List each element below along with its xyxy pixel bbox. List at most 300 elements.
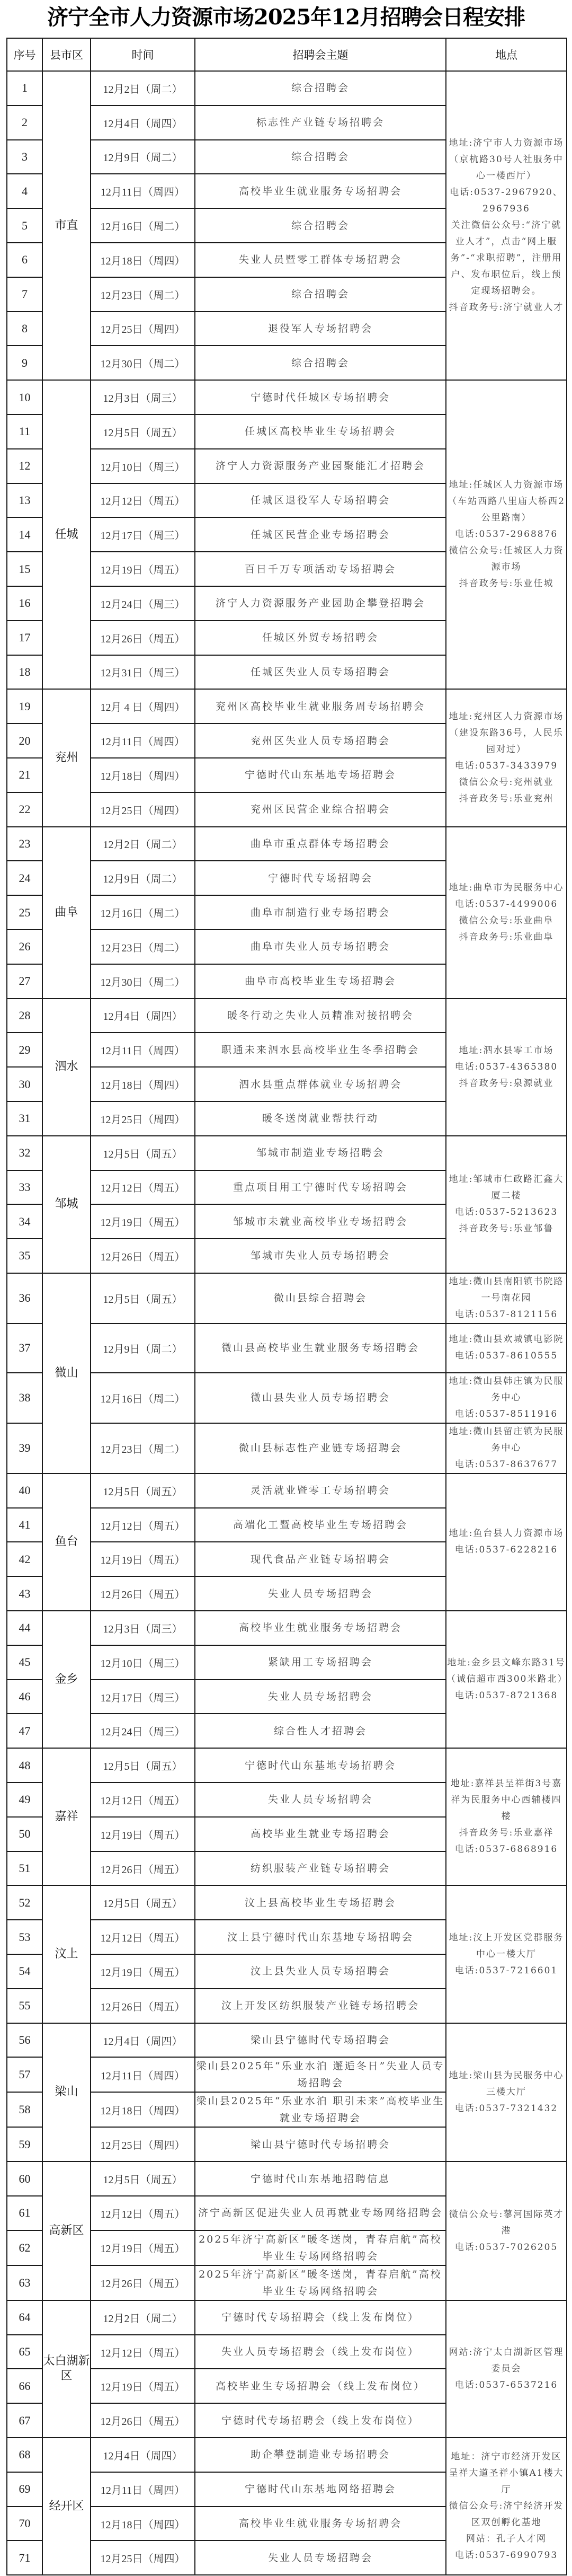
theme-cell: 汶上县失业人员专场招聘会 xyxy=(195,1954,446,1989)
date-cell: 12月18日（周四） xyxy=(91,243,195,277)
row-number: 33 xyxy=(7,1170,42,1205)
theme-cell: 综合招聘会 xyxy=(195,277,446,312)
row-number: 53 xyxy=(7,1920,42,1954)
row-number: 57 xyxy=(7,2057,42,2092)
row-number: 64 xyxy=(7,2300,42,2335)
theme-cell: 济宁高新区促进失业人员再就业专场网络招聘会 xyxy=(195,2196,446,2230)
date-cell: 12月11日（周四） xyxy=(91,724,195,758)
location-line: 抖音政务号:乐业兖州 xyxy=(459,793,554,804)
date-cell: 12月 4 日（周四） xyxy=(91,689,195,724)
table-row xyxy=(7,2300,567,2335)
date-cell: 12月4日（周四） xyxy=(91,2438,195,2472)
location-cell xyxy=(446,1611,567,1748)
row-number: 24 xyxy=(7,861,42,895)
row-number: 69 xyxy=(7,2472,42,2507)
location-line: 抖音政务号:乐业邹鲁 xyxy=(459,1223,554,1234)
theme-cell: 高校毕业生就业服务专场招聘会 xyxy=(195,2507,446,2541)
date-cell: 12月18日（周四） xyxy=(91,1067,195,1101)
table-row xyxy=(7,1474,567,1508)
date-cell: 12月18日（周四） xyxy=(91,2092,195,2127)
theme-cell: 兖州区高校毕业生就业服务周专场招聘会 xyxy=(195,689,446,724)
header-district: 县市区 xyxy=(42,38,91,71)
location-line: 电话:0537-8637677 xyxy=(454,1459,558,1470)
location-line: 地址:微山县欢城镇电影院 xyxy=(449,1334,564,1345)
district-cell: 经开区 xyxy=(42,2438,91,2575)
theme-cell: 任城区高校毕业生专场招聘会 xyxy=(195,414,446,449)
theme-cell: 重点项目用工宁德时代专场招聘会 xyxy=(195,1170,446,1205)
row-number: 19 xyxy=(7,689,42,724)
date-cell: 12月19日（周五） xyxy=(91,2369,195,2403)
location-cell xyxy=(446,999,567,1136)
theme-cell: 失业人员专场招聘会（线上发布岗位） xyxy=(195,2335,446,2369)
row-number: 66 xyxy=(7,2369,42,2403)
row-number: 22 xyxy=(7,792,42,827)
row-number: 48 xyxy=(7,1748,42,1783)
location-line: 电话:0537-7216601 xyxy=(454,1965,558,1976)
table-row xyxy=(7,2162,567,2196)
table-row xyxy=(7,1748,567,1783)
row-number: 41 xyxy=(7,1508,42,1542)
date-cell: 12月26日（周五） xyxy=(91,1851,195,1886)
location-line: 地址:任城区人力资源市场（车站西路八里庙大桥西2公里路南） xyxy=(448,480,565,524)
date-cell: 12月18日（周四） xyxy=(91,2507,195,2541)
row-number: 40 xyxy=(7,1474,42,1508)
location-cell xyxy=(446,71,567,380)
theme-cell: 综合招聘会 xyxy=(195,346,446,380)
theme-cell: 曲阜市制造行业专场招聘会 xyxy=(195,895,446,930)
location-line: 地址:济宁市人力资源市场（京杭路30号人社服务中心一楼西厅） xyxy=(449,138,564,182)
theme-cell: 失业人员专场招聘会 xyxy=(195,1680,446,1714)
date-cell: 12月16日（周二） xyxy=(91,1373,195,1423)
header-location: 地点 xyxy=(446,38,567,71)
location-line: 地址:兖州区人力资源市场（建设东路36号，人民乐园对过） xyxy=(449,711,564,755)
location-cell xyxy=(446,1885,567,2023)
theme-cell: 曲阜市重点群体专场招聘会 xyxy=(195,827,446,861)
district-cell: 鱼台 xyxy=(42,1474,91,1611)
date-cell: 12月4日（周四） xyxy=(91,105,195,140)
theme-cell: 梁山县2025年“乐业水泊 职引未来”高校毕业生就业专场招聘会 xyxy=(195,2092,446,2127)
location-cell xyxy=(446,2300,567,2438)
theme-cell: 综合性人才招聘会 xyxy=(195,1714,446,1748)
theme-cell: 暖冬送岗就业帮扶行动 xyxy=(195,1101,446,1136)
date-cell: 12月18日（周四） xyxy=(91,758,195,792)
location-line: 地址:鱼台县人力资源市场 xyxy=(449,1528,564,1539)
district-cell: 汶上 xyxy=(42,1885,91,2023)
table-header-row xyxy=(7,38,567,71)
theme-cell: 宁德时代专场招聘会 xyxy=(195,861,446,895)
location-cell xyxy=(446,1136,567,1273)
location-cell xyxy=(446,689,567,826)
table-row xyxy=(7,999,567,1033)
location-line: 电话:0537-8511916 xyxy=(454,1408,558,1419)
row-number: 62 xyxy=(7,2230,42,2265)
row-number: 18 xyxy=(7,655,42,690)
row-number: 6 xyxy=(7,243,42,277)
date-cell: 12月11日（周四） xyxy=(91,1033,195,1067)
row-number: 14 xyxy=(7,517,42,552)
theme-cell: 职通未来泗水县高校毕业生冬季招聘会 xyxy=(195,1033,446,1067)
schedule-body xyxy=(7,71,567,2575)
date-cell: 12月17日（周三） xyxy=(91,1680,195,1714)
row-number: 60 xyxy=(7,2162,42,2196)
row-number: 15 xyxy=(7,552,42,586)
date-cell: 12月12日（周五） xyxy=(91,1783,195,1817)
location-cell xyxy=(446,380,567,689)
date-cell: 12月5日（周五） xyxy=(91,2162,195,2196)
location-line: 地址:微山县留庄镇为民服务中心 xyxy=(449,1426,564,1453)
row-number: 38 xyxy=(7,1373,42,1423)
location-line: 电话:0537-8610555 xyxy=(454,1351,558,1362)
row-number: 20 xyxy=(7,724,42,758)
row-number: 4 xyxy=(7,174,42,208)
date-cell: 12月25日（周四） xyxy=(91,2540,195,2575)
row-number: 58 xyxy=(7,2092,42,2127)
location-line: 地址:嘉祥县呈祥街3号嘉祥为民服务中心西辅楼四楼 xyxy=(450,1778,562,1822)
row-number: 36 xyxy=(7,1273,42,1324)
theme-cell: 综合招聘会 xyxy=(195,140,446,174)
date-cell: 12月25日（周四） xyxy=(91,2127,195,2162)
row-number: 52 xyxy=(7,1885,42,1920)
row-number: 11 xyxy=(7,414,42,449)
location-cell xyxy=(446,1423,567,1474)
theme-cell: 微山县失业人员专场招聘会 xyxy=(195,1373,446,1423)
location-line: 电话:0537-6868916 xyxy=(454,1844,558,1855)
location-line: 微信公众号:任城区人力资源市场 xyxy=(449,545,564,573)
date-cell: 12月9日（周二） xyxy=(91,140,195,174)
row-number: 68 xyxy=(7,2438,42,2472)
location-line: 地址:汶上开发区党群服务中心一楼大厅 xyxy=(449,1932,564,1960)
date-cell: 12月26日（周五） xyxy=(91,2403,195,2438)
theme-cell: 现代食品产业链专场招聘会 xyxy=(195,1542,446,1576)
theme-cell: 泗水县重点群体就业专场招聘会 xyxy=(195,1067,446,1101)
district-cell: 任城 xyxy=(42,380,91,689)
table-row xyxy=(7,1273,567,1324)
location-line: 电话:0537-8121156 xyxy=(454,1309,558,1320)
location-cell xyxy=(446,2023,567,2162)
schedule-table xyxy=(6,38,567,2575)
row-number: 46 xyxy=(7,1680,42,1714)
theme-cell: 微山县标志性产业链专场招聘会 xyxy=(195,1423,446,1474)
row-number: 17 xyxy=(7,621,42,655)
location-cell xyxy=(446,1324,567,1373)
date-cell: 12月30日（周二） xyxy=(91,964,195,999)
location-cell xyxy=(446,2162,567,2300)
row-number: 32 xyxy=(7,1136,42,1170)
row-number: 1 xyxy=(7,71,42,105)
theme-cell: 邹城市未就业高校毕业专场招聘会 xyxy=(195,1204,446,1239)
row-number: 5 xyxy=(7,208,42,243)
location-line: 网站：孔子人才网 xyxy=(466,2534,547,2545)
location-line: 关注微信公众号:“济宁就业人才”，点击“网上服务”-“求职招聘”，注册用户、发布职位后，线上预定现场招聘会。 xyxy=(450,220,562,297)
date-cell: 12月19日（周五） xyxy=(91,1204,195,1239)
location-line: 电话:0537-6228216 xyxy=(454,1545,558,1556)
location-line: 地址:金乡县文峰东路31号（诚信超市西300米路北） xyxy=(446,1657,568,1685)
table-row xyxy=(7,1136,567,1170)
table-row xyxy=(7,1423,567,1474)
theme-cell: 2025年济宁高新区“暖冬送岗，青春启航”高校毕业生专场网络招聘会 xyxy=(195,2230,446,2265)
date-cell: 12月23日（周二） xyxy=(91,930,195,964)
theme-cell: 高校毕业生就业服务专场招聘会 xyxy=(195,1611,446,1645)
table-row xyxy=(7,2023,567,2058)
date-cell: 12月16日（周二） xyxy=(91,208,195,243)
location-line: 电话:0537-6990793 xyxy=(454,2550,558,2561)
date-cell: 12月2日（周二） xyxy=(91,827,195,861)
theme-cell: 兖州区失业人员专场招聘会 xyxy=(195,724,446,758)
district-cell: 高新区 xyxy=(42,2162,91,2300)
theme-cell: 暖冬行动之失业人员精准对接招聘会 xyxy=(195,999,446,1033)
row-number: 63 xyxy=(7,2265,42,2300)
row-number: 43 xyxy=(7,1576,42,1611)
theme-cell: 兖州区民营企业综合招聘会 xyxy=(195,792,446,827)
row-number: 2 xyxy=(7,105,42,140)
location-line: 抖音政务号:乐业曲阜 xyxy=(459,931,554,942)
date-cell: 12月4日（周四） xyxy=(91,999,195,1033)
district-cell: 曲阜 xyxy=(42,827,91,999)
table-row xyxy=(7,71,567,105)
row-number: 47 xyxy=(7,1714,42,1748)
theme-cell: 2025年济宁高新区“暖冬送岗，青春启航”高校毕业生专场网络招聘会 xyxy=(195,2265,446,2300)
location-line: 地址:曲阜市为民服务中心 xyxy=(449,882,564,893)
date-cell: 12月5日（周五） xyxy=(91,1474,195,1508)
row-number: 37 xyxy=(7,1324,42,1373)
date-cell: 12月12日（周五） xyxy=(91,2196,195,2230)
date-cell: 12月19日（周五） xyxy=(91,1817,195,1851)
table-row xyxy=(7,689,567,724)
date-cell: 12月11日（周四） xyxy=(91,174,195,208)
location-line: 电话:0537-5213623 xyxy=(454,1207,558,1218)
row-number: 71 xyxy=(7,2540,42,2575)
row-number: 67 xyxy=(7,2403,42,2438)
location-line: 电话:0537-6537216 xyxy=(454,2379,558,2390)
location-line: 电话:0537-2968876 xyxy=(454,529,558,540)
theme-cell: 失业人员专场招聘会 xyxy=(195,2540,446,2575)
district-cell: 梁山 xyxy=(42,2023,91,2162)
location-line: 电话:0537-2967920、2967936 xyxy=(450,187,563,215)
theme-cell: 失业人员暨零工群体专场招聘会 xyxy=(195,243,446,277)
theme-cell: 宁德时代山东基地专场招聘会 xyxy=(195,1748,446,1783)
date-cell: 12月12日（周五） xyxy=(91,1920,195,1954)
date-cell: 12月16日（周二） xyxy=(91,895,195,930)
theme-cell: 汶上县高校毕业生专场招聘会 xyxy=(195,1885,446,1920)
row-number: 3 xyxy=(7,140,42,174)
row-number: 70 xyxy=(7,2507,42,2541)
date-cell: 12月9日（周二） xyxy=(91,861,195,895)
row-number: 56 xyxy=(7,2023,42,2058)
district-cell: 金乡 xyxy=(42,1611,91,1748)
date-cell: 12月26日（周五） xyxy=(91,1989,195,2023)
table-row xyxy=(7,380,567,414)
theme-cell: 综合招聘会 xyxy=(195,208,446,243)
table-row xyxy=(7,2438,567,2472)
location-line: 地址:泗水县零工市场 xyxy=(459,1045,554,1056)
date-cell: 12月12日（周五） xyxy=(91,2335,195,2369)
date-cell: 12月30日（周二） xyxy=(91,346,195,380)
location-line: 抖音政务号:济宁就业人才 xyxy=(449,302,564,313)
row-number: 35 xyxy=(7,1239,42,1273)
location-line: 抖音政务号:乐业嘉祥 xyxy=(459,1828,554,1839)
row-number: 23 xyxy=(7,827,42,861)
location-cell xyxy=(446,2438,567,2575)
date-cell: 12月5日（周五） xyxy=(91,414,195,449)
row-number: 26 xyxy=(7,930,42,964)
theme-cell: 宁德时代专场招聘会（线上发布岗位） xyxy=(195,2300,446,2335)
row-number: 31 xyxy=(7,1101,42,1136)
theme-cell: 助企攀登制造业专场招聘会 xyxy=(195,2438,446,2472)
date-cell: 12月5日（周五） xyxy=(91,1136,195,1170)
row-number: 25 xyxy=(7,895,42,930)
date-cell: 12月25日（周四） xyxy=(91,1101,195,1136)
theme-cell: 宁德时代专场招聘会（线上发布岗位） xyxy=(195,2403,446,2438)
theme-cell: 微山县综合招聘会 xyxy=(195,1273,446,1324)
date-cell: 12月2日（周二） xyxy=(91,71,195,105)
table-row xyxy=(7,1611,567,1645)
theme-cell: 济宁人力资源服务产业园聚能汇才招聘会 xyxy=(195,449,446,483)
location-line: 地址:微山县韩庄镇为民服务中心 xyxy=(449,1375,564,1403)
table-row xyxy=(7,1373,567,1423)
row-number: 55 xyxy=(7,1989,42,2023)
theme-cell: 宁德时代山东基地招聘信息 xyxy=(195,2162,446,2196)
header-theme: 招聘会主题 xyxy=(195,38,446,71)
row-number: 45 xyxy=(7,1645,42,1680)
date-cell: 12月19日（周五） xyxy=(91,2230,195,2265)
date-cell: 12月23日（周二） xyxy=(91,277,195,312)
location-line: 电话:0537-8721368 xyxy=(454,1690,558,1701)
location-line: 电话:0537-7026205 xyxy=(454,2242,558,2253)
location-line: 地址:梁山县为民服务中心三楼大厅 xyxy=(449,2070,564,2097)
page-title: 济宁全市人力资源市场2025年12月招聘会日程安排 xyxy=(47,5,525,30)
date-cell: 12月5日（周五） xyxy=(91,1273,195,1324)
date-cell: 12月25日（周四） xyxy=(91,312,195,346)
row-number: 16 xyxy=(7,586,42,621)
theme-cell: 高端化工暨高校毕业生专场招聘会 xyxy=(195,1508,446,1542)
row-number: 27 xyxy=(7,964,42,999)
location-line: 电话:0537-7321432 xyxy=(454,2103,558,2114)
row-number: 59 xyxy=(7,2127,42,2162)
district-cell: 市直 xyxy=(42,71,91,380)
date-cell: 12月12日（周五） xyxy=(91,483,195,518)
location-line: 电话:0537-3433979 xyxy=(454,760,558,771)
district-cell: 微山 xyxy=(42,1273,91,1474)
row-number: 61 xyxy=(7,2196,42,2230)
date-cell: 12月19日（周五） xyxy=(91,552,195,586)
theme-cell: 任城区外贸专场招聘会 xyxy=(195,621,446,655)
location-line: 微信公众号:济宁经济开发区双创孵化基地 xyxy=(449,2501,564,2528)
location-line: 微信公众号:兖州就业 xyxy=(459,777,554,788)
date-cell: 12月10日（周三） xyxy=(91,449,195,483)
date-cell: 12月11日（周四） xyxy=(91,2057,195,2092)
theme-cell: 汶上开发区纺织服装产业链专场招聘会 xyxy=(195,1989,446,2023)
district-cell: 泗水 xyxy=(42,999,91,1136)
district-cell: 太白湖新区 xyxy=(42,2300,91,2438)
row-number: 50 xyxy=(7,1817,42,1851)
date-cell: 12月3日（周三） xyxy=(91,380,195,414)
header-time: 时间 xyxy=(91,38,195,71)
theme-cell: 失业人员专场招聘会 xyxy=(195,1783,446,1817)
theme-cell: 曲阜市失业人员专场招聘会 xyxy=(195,930,446,964)
date-cell: 12月2日（周二） xyxy=(91,2300,195,2335)
row-number: 65 xyxy=(7,2335,42,2369)
date-cell: 12月5日（周五） xyxy=(91,1885,195,1920)
theme-cell: 邹城市制造业专场招聘会 xyxy=(195,1136,446,1170)
date-cell: 12月10日（周三） xyxy=(91,1645,195,1680)
theme-cell: 宁德时代任城区专场招聘会 xyxy=(195,380,446,414)
theme-cell: 高校毕业生专场招聘会（线上发布岗位） xyxy=(195,2369,446,2403)
location-cell xyxy=(446,1373,567,1423)
row-number: 21 xyxy=(7,758,42,792)
date-cell: 12月24日（周三） xyxy=(91,1714,195,1748)
theme-cell: 紧缺用工专场招聘会 xyxy=(195,1645,446,1680)
location-cell xyxy=(446,1273,567,1324)
row-number: 29 xyxy=(7,1033,42,1067)
location-line: 地址:微山县南阳镇书院路一号南花园 xyxy=(449,1276,564,1303)
row-number: 42 xyxy=(7,1542,42,1576)
theme-cell: 曲阜市高校毕业生专场招聘会 xyxy=(195,964,446,999)
location-cell xyxy=(446,827,567,999)
location-cell xyxy=(446,1474,567,1611)
location-line: 网站:济宁太白湖新区管理委员会 xyxy=(449,2346,564,2374)
theme-cell: 任城区民营企业专场招聘会 xyxy=(195,517,446,552)
date-cell: 12月31日（周三） xyxy=(91,655,195,690)
theme-cell: 纺织服装产业链专场招聘会 xyxy=(195,1851,446,1886)
theme-cell: 梁山县宁德时代专场招聘会 xyxy=(195,2127,446,2162)
theme-cell: 梁山县宁德时代专场招聘会 xyxy=(195,2023,446,2058)
date-cell: 12月25日（周四） xyxy=(91,792,195,827)
row-number: 13 xyxy=(7,483,42,518)
date-cell: 12月12日（周五） xyxy=(91,1170,195,1205)
row-number: 44 xyxy=(7,1611,42,1645)
theme-cell: 微山县高校毕业生就业服务专场招聘会 xyxy=(195,1324,446,1373)
theme-cell: 任城区退役军人专场招聘会 xyxy=(195,483,446,518)
date-cell: 12月17日（周三） xyxy=(91,517,195,552)
row-number: 9 xyxy=(7,346,42,380)
date-cell: 12月11日（周四） xyxy=(91,2472,195,2507)
theme-cell: 汶上县宁德时代山东基地专场招聘会 xyxy=(195,1920,446,1954)
theme-cell: 标志性产业链专场招聘会 xyxy=(195,105,446,140)
theme-cell: 高校毕业生就业专场招聘会 xyxy=(195,1817,446,1851)
row-number: 34 xyxy=(7,1204,42,1239)
theme-cell: 宁德时代山东基地专场招聘会 xyxy=(195,758,446,792)
row-number: 51 xyxy=(7,1851,42,1886)
location-line: 电话:0537-4499006 xyxy=(454,898,558,910)
header-no: 序号 xyxy=(7,38,42,71)
date-cell: 12月19日（周五） xyxy=(91,1954,195,1989)
date-cell: 12月26日（周五） xyxy=(91,621,195,655)
date-cell: 12月26日（周五） xyxy=(91,1239,195,1273)
theme-cell: 综合招聘会 xyxy=(195,71,446,105)
location-line: 地址：济宁市经济开发区呈祥大道圣祥小镇A1楼大厅 xyxy=(449,2451,564,2495)
date-cell: 12月26日（周五） xyxy=(91,1576,195,1611)
row-number: 12 xyxy=(7,449,42,483)
row-number: 7 xyxy=(7,277,42,312)
date-cell: 12月26日（周五） xyxy=(91,2265,195,2300)
location-line: 地址:邹城市仁政路汇鑫大厦二楼 xyxy=(449,1174,564,1202)
district-cell: 兖州 xyxy=(42,689,91,826)
theme-cell: 高校毕业生就业服务专场招聘会 xyxy=(195,174,446,208)
row-number: 8 xyxy=(7,312,42,346)
date-cell: 12月9日（周二） xyxy=(91,1324,195,1373)
theme-cell: 济宁人力资源服务产业园助企攀登招聘会 xyxy=(195,586,446,621)
date-cell: 12月4日（周四） xyxy=(91,2023,195,2058)
location-cell xyxy=(446,1748,567,1885)
date-cell: 12月3日（周三） xyxy=(91,1611,195,1645)
district-cell: 邹城 xyxy=(42,1136,91,1273)
theme-cell: 梁山县2025年“乐业水泊 邂逅冬日”失业人员专场招聘会 xyxy=(195,2057,446,2092)
row-number: 39 xyxy=(7,1423,42,1474)
date-cell: 12月5日（周五） xyxy=(91,1748,195,1783)
theme-cell: 邹城市失业人员专场招聘会 xyxy=(195,1239,446,1273)
location-line: 电话:0537-4365380 xyxy=(454,1061,558,1072)
row-number: 10 xyxy=(7,380,42,414)
